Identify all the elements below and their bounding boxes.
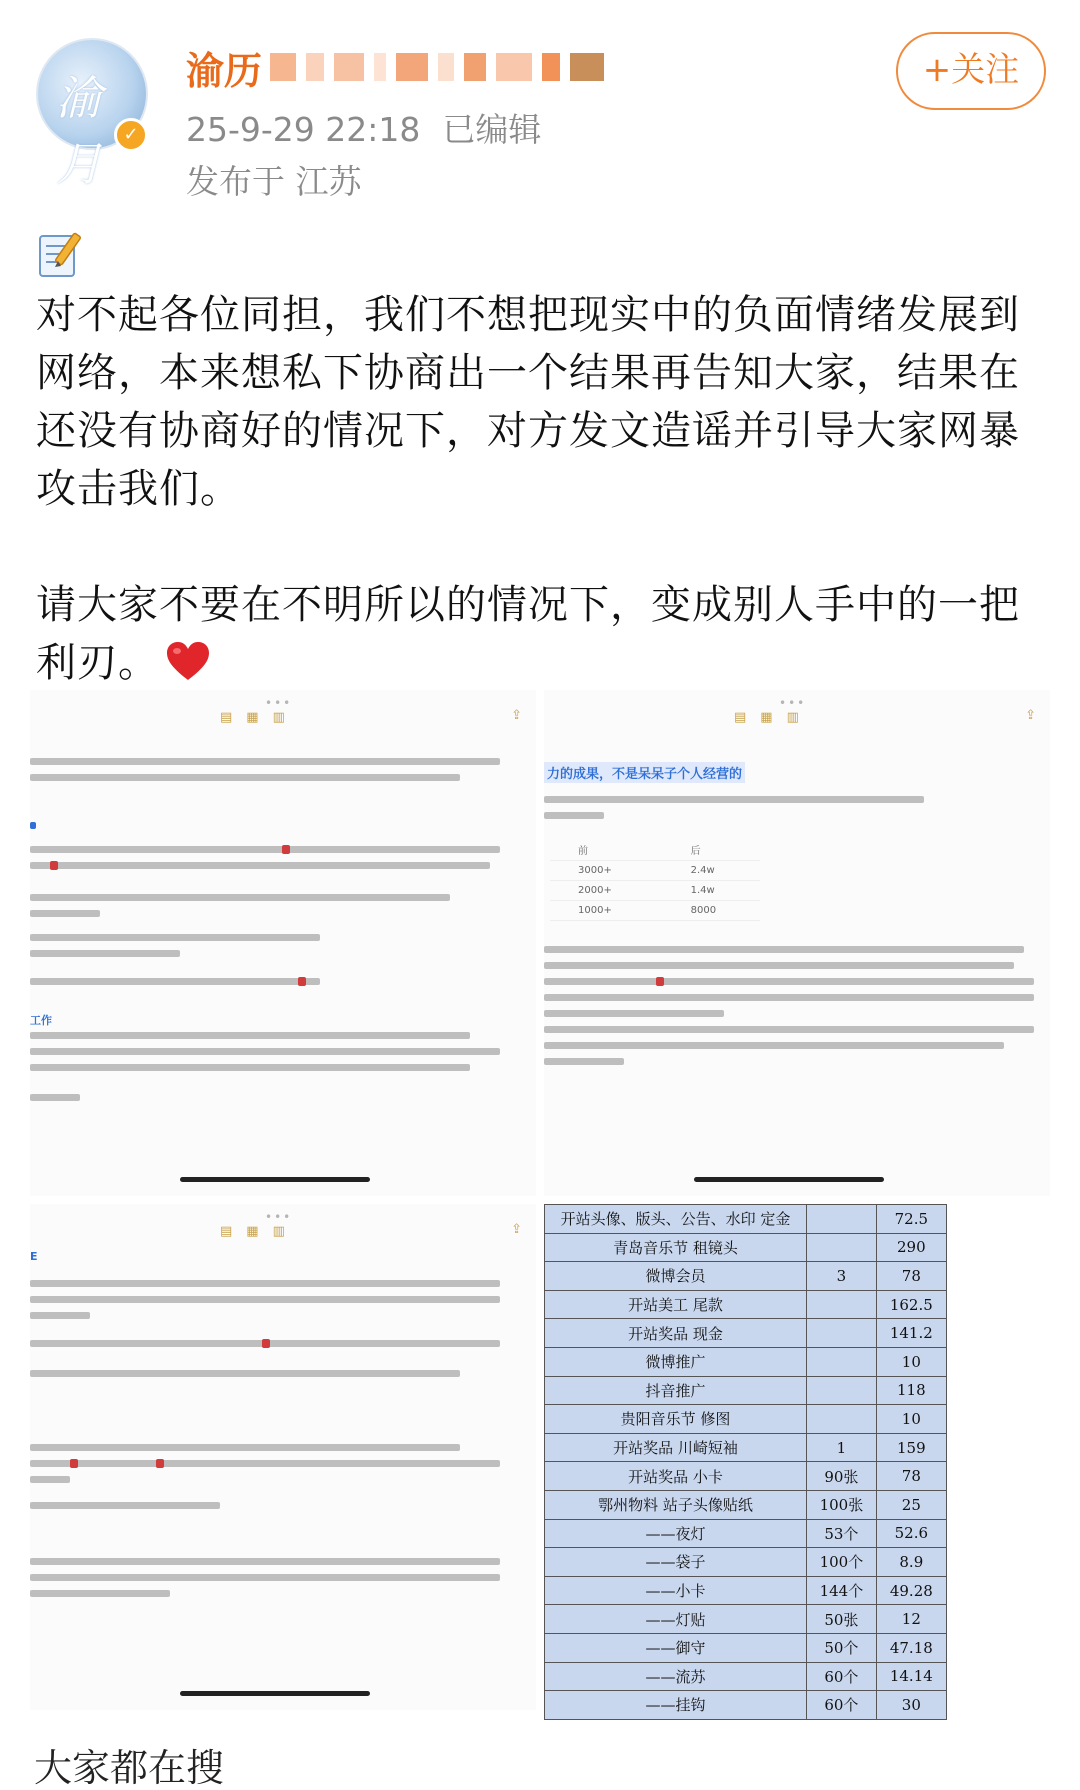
image-tile-3[interactable] — [30, 1204, 536, 1710]
home-indicator — [180, 1177, 370, 1182]
blank-cell — [946, 1347, 1050, 1376]
expense-item: 开站头像、版头、公告、水印 定金 — [545, 1205, 807, 1234]
expense-item: ——夜灯 — [545, 1519, 807, 1548]
expense-qty: 60个 — [806, 1691, 876, 1720]
blank-cell — [946, 1462, 1050, 1491]
mini-cell: 2000+ — [550, 880, 663, 900]
edited-label[interactable]: 已编辑 — [442, 110, 542, 149]
table-row — [545, 1376, 1051, 1405]
expense-amount: 162.5 — [876, 1290, 946, 1319]
name-mosaic-redaction — [270, 53, 604, 81]
image-tile-2[interactable] — [544, 690, 1050, 1196]
more-icon: ••• — [265, 696, 293, 710]
table-row — [545, 1519, 1051, 1548]
post-meta — [186, 104, 541, 151]
expense-qty: 90张 — [806, 1462, 876, 1491]
post-timestamp: 25-9-29 22:18 — [186, 110, 421, 149]
table-row — [545, 1290, 1051, 1319]
toolbar-icons: ▤▦▥ — [220, 1224, 299, 1239]
doc-section-label: 工作 — [30, 1014, 52, 1027]
mini-cell: 前 — [550, 840, 663, 860]
expense-qty: 100张 — [806, 1490, 876, 1519]
tile-toolbar — [544, 690, 1050, 730]
toolbar-icons: ▤▦▥ — [734, 710, 813, 725]
expense-amount: 159 — [876, 1433, 946, 1462]
table-row — [545, 1576, 1051, 1605]
expense-amount: 14.14 — [876, 1662, 946, 1691]
expense-item: 贵阳音乐节 修图 — [545, 1405, 807, 1434]
follower-table — [550, 840, 760, 921]
expense-amount: 30 — [876, 1691, 946, 1720]
expense-amount: 8.9 — [876, 1548, 946, 1577]
expense-amount: 290 — [876, 1233, 946, 1262]
blank-cell — [946, 1490, 1050, 1519]
verified-badge-icon: ✓ — [114, 118, 148, 152]
mini-cell: 8000 — [663, 900, 760, 920]
expense-item: 开站奖品 川崎短袖 — [545, 1433, 807, 1462]
expense-amount: 78 — [876, 1462, 946, 1491]
red-heart-icon — [165, 640, 211, 682]
expense-qty: 50个 — [806, 1633, 876, 1662]
expense-qty — [806, 1319, 876, 1348]
blank-cell — [946, 1405, 1050, 1434]
doc-highlight: 力的成果，不是呆呆子个人经营的 — [544, 762, 745, 783]
trending-search-title: 大家都在搜 — [34, 1746, 225, 1790]
table-row — [545, 1205, 1051, 1234]
expense-item: ——御守 — [545, 1633, 807, 1662]
expense-item: ——小卡 — [545, 1576, 807, 1605]
expense-qty — [806, 1233, 876, 1262]
expense-item: ——袋子 — [545, 1548, 807, 1577]
table-row — [545, 1405, 1051, 1434]
table-row — [545, 1347, 1051, 1376]
expense-amount: 25 — [876, 1490, 946, 1519]
mini-cell: 3000+ — [550, 860, 663, 880]
mini-cell: 1000+ — [550, 900, 663, 920]
expense-qty: 1 — [806, 1433, 876, 1462]
expense-qty: 53个 — [806, 1519, 876, 1548]
expense-qty: 3 — [806, 1262, 876, 1291]
table-row — [545, 1433, 1051, 1462]
expense-item: 青岛音乐节 租镜头 — [545, 1233, 807, 1262]
more-icon: ••• — [779, 696, 807, 710]
table-row — [545, 1662, 1051, 1691]
post-body — [36, 286, 1046, 750]
share-icon: ⇪ — [1025, 708, 1036, 723]
expense-qty: 60个 — [806, 1662, 876, 1691]
more-icon: ••• — [265, 1210, 293, 1224]
blank-cell — [946, 1433, 1050, 1462]
expense-item: ——灯贴 — [545, 1605, 807, 1634]
expense-amount: 10 — [876, 1347, 946, 1376]
blank-cell — [946, 1633, 1050, 1662]
expense-qty — [806, 1347, 876, 1376]
image-grid — [30, 690, 1050, 1715]
memo-icon — [36, 230, 86, 280]
blank-cell — [946, 1376, 1050, 1405]
expense-item: 微博会员 — [545, 1262, 807, 1291]
blank-cell — [946, 1205, 1050, 1234]
expense-qty: 144个 — [806, 1576, 876, 1605]
expense-amount: 10 — [876, 1405, 946, 1434]
table-row — [545, 1462, 1051, 1491]
tile-toolbar — [30, 690, 536, 730]
tile-toolbar — [30, 1204, 536, 1244]
blank-cell — [946, 1691, 1050, 1720]
home-indicator — [180, 1691, 370, 1696]
share-icon: ⇪ — [511, 708, 522, 723]
expense-qty — [806, 1405, 876, 1434]
expense-item: ——流苏 — [545, 1662, 807, 1691]
blank-cell — [946, 1519, 1050, 1548]
table-row — [545, 1319, 1051, 1348]
mini-cell: 1.4w — [663, 880, 760, 900]
mini-cell: 2.4w — [663, 860, 760, 880]
post-paragraph-2 — [36, 576, 1046, 692]
post-header — [0, 0, 1080, 210]
home-indicator — [694, 1177, 884, 1182]
blank-cell — [946, 1548, 1050, 1577]
blank-cell — [946, 1605, 1050, 1634]
expense-item: 开站美工 尾款 — [545, 1290, 807, 1319]
expense-qty — [806, 1376, 876, 1405]
table-row — [545, 1691, 1051, 1720]
expense-item: 开站奖品 现金 — [545, 1319, 807, 1348]
toolbar-icons: ▤▦▥ — [220, 710, 299, 725]
expense-item: 开站奖品 小卡 — [545, 1462, 807, 1491]
table-row — [545, 1233, 1051, 1262]
expense-amount: 47.18 — [876, 1633, 946, 1662]
expense-amount: 118 — [876, 1376, 946, 1405]
expense-table — [544, 1204, 1050, 1720]
expense-amount: 52.6 — [876, 1519, 946, 1548]
blank-cell — [946, 1233, 1050, 1262]
table-row — [545, 1262, 1051, 1291]
post-location: 发布于 江苏 — [186, 162, 362, 201]
post-paragraph-2-text: 请大家不要在不明所以的情况下，变成别人手中的一把利刃。 — [36, 582, 1020, 686]
post-paragraph-1: 对不起各位同担，我们不想把现实中的负面情绪发展到网络，本来想私下协商出一个结果再告知大家，结果在还没有协商好的情况下，对方发文造谣并引导大家网暴攻击我们。 — [36, 292, 1020, 512]
blank-cell — [946, 1290, 1050, 1319]
expense-item: 抖音推广 — [545, 1376, 807, 1405]
mini-cell: 后 — [663, 840, 760, 860]
table-row — [545, 1548, 1051, 1577]
expense-amount: 141.2 — [876, 1319, 946, 1348]
expense-amount: 49.28 — [876, 1576, 946, 1605]
blank-cell — [946, 1662, 1050, 1691]
expense-qty — [806, 1290, 876, 1319]
follow-button[interactable]: +关注 — [896, 32, 1046, 110]
image-tile-1[interactable] — [30, 690, 536, 1196]
expense-amount: 78 — [876, 1262, 946, 1291]
table-row — [545, 1633, 1051, 1662]
image-tile-4[interactable] — [544, 1204, 1050, 1715]
table-row — [545, 1490, 1051, 1519]
blank-cell — [946, 1319, 1050, 1348]
expense-item: 微博推广 — [545, 1347, 807, 1376]
expense-qty: 100个 — [806, 1548, 876, 1577]
expense-qty — [806, 1205, 876, 1234]
table-row — [545, 1605, 1051, 1634]
username[interactable]: 渝历 — [186, 48, 263, 93]
blank-cell — [946, 1576, 1050, 1605]
expense-item: ——挂钩 — [545, 1691, 807, 1720]
expense-amount: 12 — [876, 1605, 946, 1634]
username-row[interactable] — [186, 44, 604, 93]
doc-section-label: E — [30, 1250, 38, 1263]
blank-cell — [946, 1262, 1050, 1291]
expense-qty: 50张 — [806, 1605, 876, 1634]
avatar-glyph: 渝月 — [56, 71, 104, 191]
share-icon: ⇪ — [511, 1222, 522, 1237]
expense-amount: 72.5 — [876, 1205, 946, 1234]
expense-item: 鄂州物料 站子头像贴纸 — [545, 1490, 807, 1519]
